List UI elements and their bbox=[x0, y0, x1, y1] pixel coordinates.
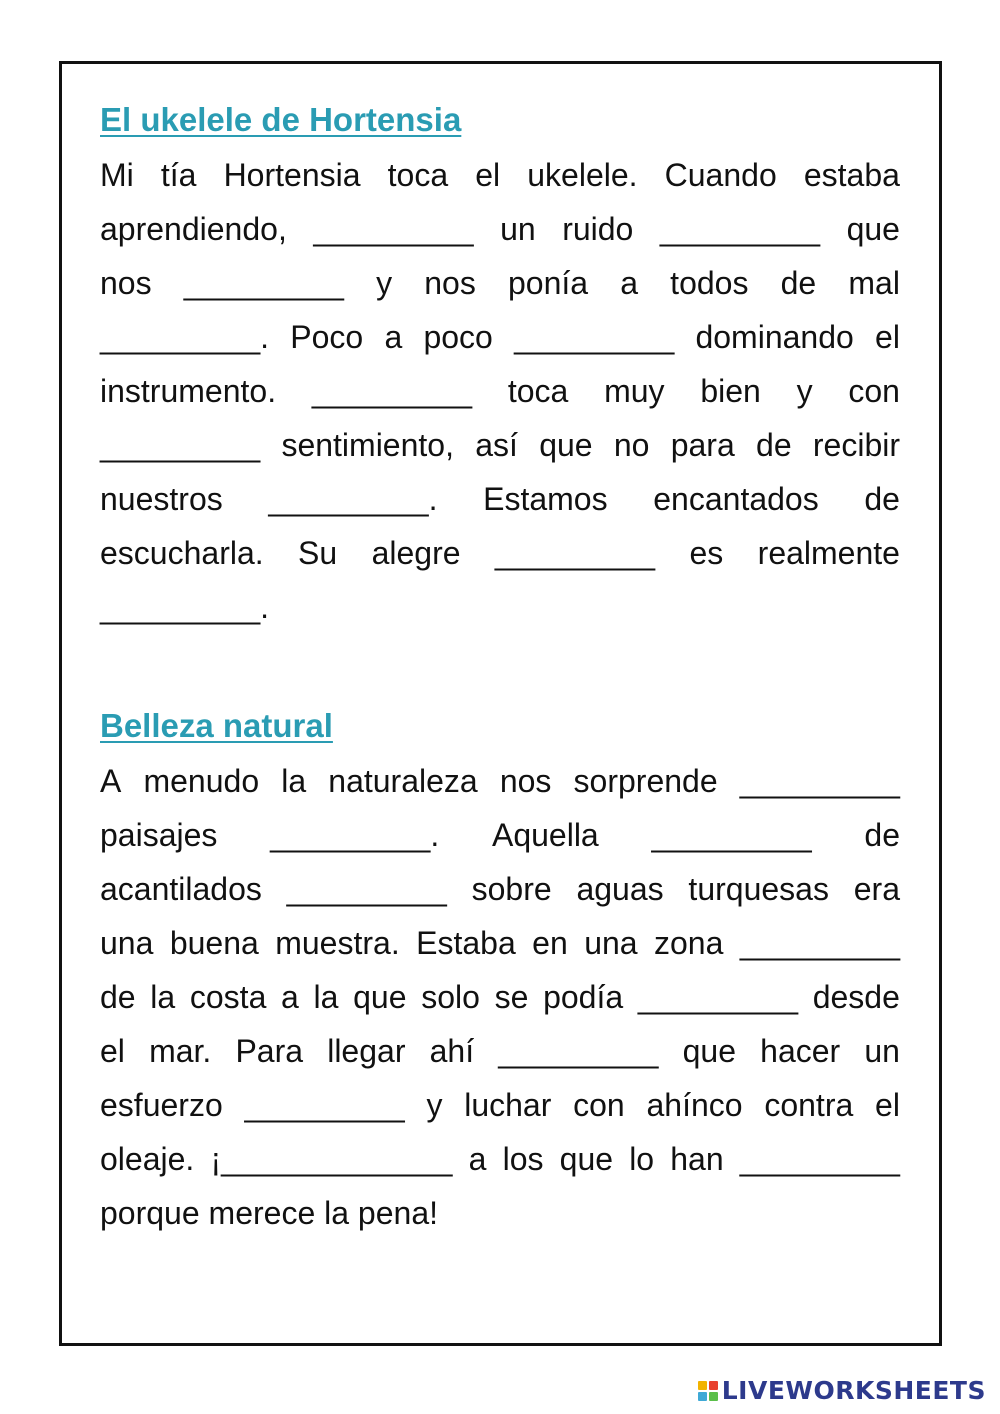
word: un bbox=[864, 1033, 900, 1069]
word: Cuando bbox=[664, 157, 777, 193]
brand-text: LIVEWORKSHEETS bbox=[721, 1376, 986, 1405]
word: Su bbox=[298, 535, 338, 571]
word: muy bbox=[604, 373, 665, 409]
paragraph-line bbox=[100, 148, 900, 202]
paragraph-line bbox=[100, 916, 900, 970]
word: el bbox=[875, 1087, 900, 1123]
word: solo bbox=[421, 979, 480, 1015]
word: encantados bbox=[653, 481, 819, 517]
word: Estamos bbox=[483, 481, 608, 517]
word: que bbox=[539, 427, 593, 463]
word: A bbox=[100, 763, 122, 799]
paragraph-line bbox=[100, 1186, 900, 1240]
word: todos bbox=[670, 265, 749, 301]
blank-field[interactable]: _________ bbox=[514, 319, 675, 355]
word: lo bbox=[629, 1141, 655, 1177]
word: a bbox=[281, 979, 299, 1015]
word: Para bbox=[235, 1033, 304, 1069]
paragraph-line bbox=[100, 1078, 900, 1132]
word: nos bbox=[424, 265, 476, 301]
word: en bbox=[532, 925, 568, 961]
paragraph-line bbox=[100, 256, 900, 310]
blank-field[interactable]: _________ bbox=[739, 925, 900, 961]
word: que bbox=[846, 211, 900, 247]
word: nos bbox=[100, 265, 152, 301]
word: naturaleza bbox=[328, 763, 478, 799]
word: porque bbox=[100, 1195, 200, 1231]
word: tía bbox=[160, 157, 197, 193]
word: era bbox=[853, 871, 900, 907]
blank-field[interactable]: _________. bbox=[268, 481, 438, 517]
word: podía bbox=[543, 979, 624, 1015]
word: toca bbox=[507, 373, 569, 409]
word: aprendiendo, bbox=[100, 211, 287, 247]
word: la bbox=[313, 979, 339, 1015]
blank-field[interactable]: _________ bbox=[286, 871, 447, 907]
word: ahí bbox=[429, 1033, 475, 1069]
word: Aquella bbox=[491, 817, 599, 853]
word: de bbox=[756, 427, 792, 463]
word: nos bbox=[499, 763, 552, 799]
word: toca bbox=[387, 157, 449, 193]
word: menudo bbox=[143, 763, 260, 799]
word: Estaba bbox=[416, 925, 516, 961]
blank-field[interactable]: _________. bbox=[270, 817, 440, 853]
word: y bbox=[796, 373, 813, 409]
logo-square-2 bbox=[709, 1381, 718, 1390]
word: oleaje. bbox=[100, 1141, 195, 1177]
section-ukelele bbox=[100, 100, 900, 634]
word: hacer bbox=[760, 1033, 841, 1069]
paragraph-line bbox=[100, 1024, 900, 1078]
word: ukelele. bbox=[527, 157, 638, 193]
word: nuestros bbox=[100, 481, 223, 517]
section-belleza bbox=[100, 706, 900, 1240]
word: la bbox=[150, 979, 176, 1015]
paragraph-line bbox=[100, 970, 900, 1024]
word: muestra. bbox=[275, 925, 400, 961]
word: el bbox=[475, 157, 501, 193]
word: ahínco bbox=[646, 1087, 743, 1123]
paragraph-line bbox=[100, 364, 900, 418]
paragraph-line bbox=[100, 202, 900, 256]
paragraph-belleza bbox=[100, 754, 900, 1240]
word: ponía bbox=[507, 265, 589, 301]
paragraph-line bbox=[100, 418, 900, 472]
word: con bbox=[848, 373, 900, 409]
word: la bbox=[324, 1195, 350, 1231]
paragraph-line bbox=[100, 808, 900, 862]
paragraph-line bbox=[100, 754, 900, 808]
blank-field[interactable]: _________ bbox=[183, 265, 344, 301]
word: que bbox=[353, 979, 407, 1015]
word: el bbox=[875, 319, 900, 355]
word: paisajes bbox=[100, 817, 218, 853]
paragraph-line bbox=[100, 580, 900, 634]
word: se bbox=[494, 979, 529, 1015]
word: esfuerzo bbox=[100, 1087, 223, 1123]
blank-field[interactable]: _________ bbox=[739, 1141, 900, 1177]
word: alegre bbox=[371, 535, 461, 571]
paragraph-line bbox=[100, 862, 900, 916]
word: Hortensia bbox=[223, 157, 361, 193]
blank-field[interactable]: _________ bbox=[100, 427, 261, 463]
logo-square-3 bbox=[698, 1392, 707, 1401]
word: una bbox=[584, 925, 638, 961]
logo-square-1 bbox=[698, 1381, 707, 1390]
paragraph-line bbox=[100, 472, 900, 526]
word: acantilados bbox=[100, 871, 262, 907]
word: los bbox=[502, 1141, 544, 1177]
word: de bbox=[780, 265, 817, 301]
word: sentimiento, bbox=[281, 427, 454, 463]
word: buena bbox=[169, 925, 259, 961]
word: a bbox=[620, 265, 639, 301]
word: la bbox=[281, 763, 307, 799]
blank-field[interactable]: _________ bbox=[637, 979, 799, 1015]
word: pena! bbox=[357, 1195, 438, 1231]
word: zona bbox=[654, 925, 724, 961]
word: han bbox=[670, 1141, 724, 1177]
blank-field[interactable]: _________ bbox=[739, 763, 900, 799]
word: a bbox=[384, 319, 403, 355]
word: que bbox=[682, 1033, 736, 1069]
word: mar. bbox=[149, 1033, 212, 1069]
word: de bbox=[864, 817, 900, 853]
word: costa bbox=[189, 979, 267, 1015]
word: luchar bbox=[464, 1087, 552, 1123]
blank-field[interactable]: _________ bbox=[313, 211, 474, 247]
word: no bbox=[613, 427, 650, 463]
word: para bbox=[670, 427, 735, 463]
blank-field[interactable]: _________ bbox=[311, 373, 473, 409]
blank-field[interactable]: _________. bbox=[100, 319, 270, 355]
word: de bbox=[864, 481, 900, 517]
logo-square-4 bbox=[709, 1392, 718, 1401]
word: y bbox=[376, 265, 393, 301]
word: recibir bbox=[812, 427, 900, 463]
word: turquesas bbox=[688, 871, 829, 907]
word: dominando bbox=[695, 319, 854, 355]
paragraph-line bbox=[100, 310, 900, 364]
brand-footer[interactable] bbox=[698, 1376, 986, 1405]
word: un bbox=[500, 211, 536, 247]
word: mal bbox=[848, 265, 900, 301]
blank-field[interactable]: _________ bbox=[244, 1087, 405, 1123]
word: así bbox=[475, 427, 518, 463]
word: Poco bbox=[290, 319, 364, 355]
word: es bbox=[689, 535, 724, 571]
word: y bbox=[426, 1087, 443, 1123]
blank-field[interactable]: _________. bbox=[100, 589, 270, 625]
blank-field[interactable]: _________ bbox=[498, 1033, 659, 1069]
word: de bbox=[100, 979, 136, 1015]
word: a bbox=[468, 1141, 487, 1177]
word: que bbox=[559, 1141, 614, 1177]
blank-field[interactable]: ¡_____________ bbox=[210, 1141, 453, 1177]
blank-field[interactable]: _________ bbox=[494, 535, 656, 571]
word: sobre bbox=[471, 871, 552, 907]
word: desde bbox=[812, 979, 900, 1015]
word: llegar bbox=[327, 1033, 406, 1069]
word: bien bbox=[700, 373, 761, 409]
word: sorprende bbox=[573, 763, 718, 799]
word: con bbox=[573, 1087, 625, 1123]
blank-field[interactable]: _________ bbox=[659, 211, 821, 247]
paragraph-line bbox=[100, 1132, 900, 1186]
word: estaba bbox=[803, 157, 900, 193]
section-title-ukelele: El ukelele de Hortensia bbox=[100, 101, 462, 138]
word: aguas bbox=[576, 871, 664, 907]
word: escucharla. bbox=[100, 535, 264, 571]
word: realmente bbox=[757, 535, 900, 571]
word: poco bbox=[423, 319, 493, 355]
section-title-belleza: Belleza natural bbox=[100, 707, 333, 744]
word: el bbox=[100, 1033, 125, 1069]
word: merece bbox=[208, 1195, 316, 1231]
blank-field[interactable]: _________ bbox=[651, 817, 812, 853]
word: Mi bbox=[100, 157, 134, 193]
word: contra bbox=[764, 1087, 854, 1123]
word: una bbox=[100, 925, 154, 961]
paragraph-ukelele bbox=[100, 148, 900, 634]
paragraph-line bbox=[100, 526, 900, 580]
word: instrumento. bbox=[100, 373, 277, 409]
word: ruido bbox=[562, 211, 634, 247]
liveworksheets-logo-icon bbox=[698, 1381, 718, 1401]
